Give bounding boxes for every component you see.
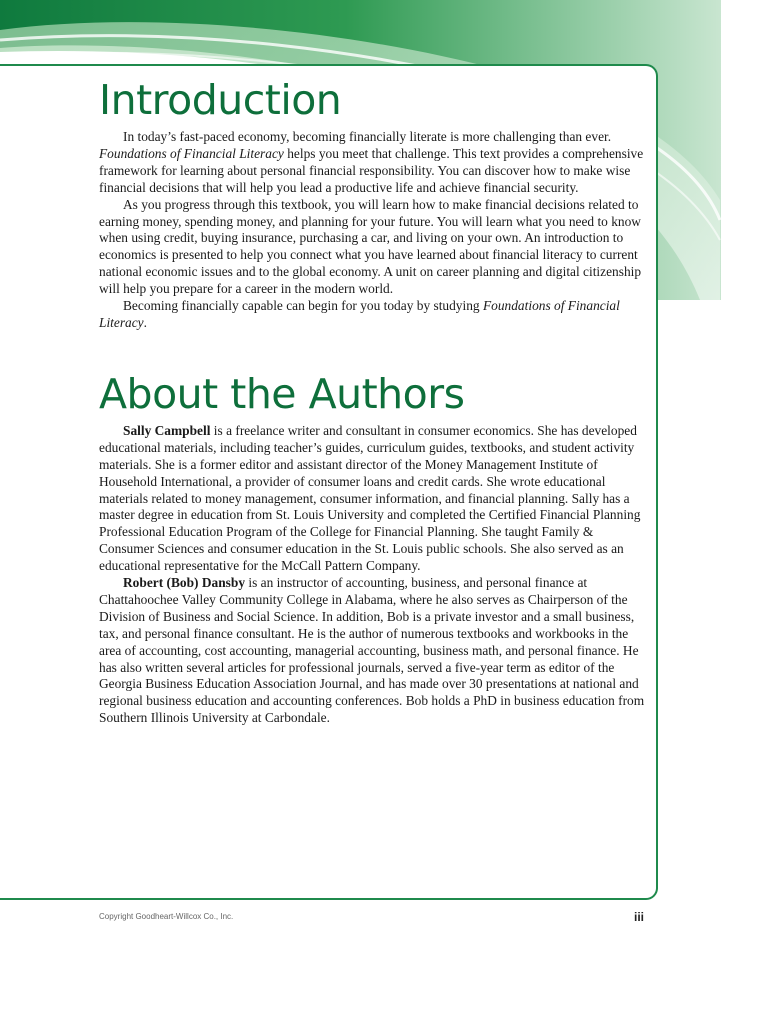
- about-authors-heading: About the Authors: [99, 369, 465, 418]
- intro-paragraph-3: Becoming financially capable can begin for you today by studying Foundations of Financial Literacy.: [99, 298, 620, 330]
- book-title-italic: Foundations of Financial Literacy: [99, 298, 620, 330]
- introduction-heading: Introduction: [99, 76, 342, 124]
- page-content: [99, 74, 651, 727]
- author-bio-campbell: Sally Campbell is a freelance writer and consultant in consumer economics. She has developed educational materials, including teacher’s guides, curriculum guides, textbooks, and student activity materials. She is a former editor and assistant director of the Money Management Institute of Household International, a provider of consumer loans and credit cards. She wrote educational materials related to money management, consumer information, and financial planning. Sally has a master degree in education from St. Louis University and completed the Certified Financial Planning Professional Education Program of the College for Financial Planning. She taught Family & Consumer Sciences and consumer education in the St. Louis public schools. She also served as an educational representative for the McCall Pattern Company.: [99, 422, 641, 574]
- intro-paragraph-2: As you progress through this textbook, you will learn how to make financial decisions related to earning money, spending money, and planning for your future. You will learn what you need to know when using credit, buying insurance, purchasing a car, and living on your own. An introduction to economics is presented to help you connect what you have learned about financial literacy to current national economic issues and to the global economy. A unit on career planning and digital citizenship will help you prepare for a career in the modern world.: [99, 196, 642, 297]
- intro-paragraph-1: In today’s fast-paced economy, becoming financially literate is more challenging than ever. Foundations of Financial Literacy helps you meet that challenge. This text provides a comprehensive framework for learning about personal financial responsibility. You can discover how to make wise financial decisions that will help you lead a productive life and achieve financial security.: [99, 129, 644, 195]
- page-right-margin: [721, 0, 768, 1024]
- book-title-italic: Foundations of Financial Literacy: [99, 145, 284, 161]
- author-bio-dansby: Robert (Bob) Dansby is an instructor of accounting, business, and personal finance at Chattahoochee Valley Community College in Alabama, where he also serves as Chairperson of the Division of Business and Social Science. In addition, Bob is a private investor and a small business, tax, and personal finance consultant. He is the author of numerous textbooks and workbooks in the area of accounting, cost accounting, managerial accounting, business math, and personal finance. He has also written several articles for professional journals, served a five-year term as editor of the Georgia Business Education Association Journal, and has made over 30 presentations at national and regional business education and accounting conferences. Bob holds a PhD in business education from Southern Illinois University at Carbondale.: [99, 575, 645, 726]
- author-name: Sally Campbell: [123, 422, 211, 438]
- author-name: Robert (Bob) Dansby: [123, 575, 246, 591]
- copyright-notice: Copyright Goodheart-Willcox Co., Inc.: [99, 912, 234, 921]
- page-number: iii: [634, 910, 645, 924]
